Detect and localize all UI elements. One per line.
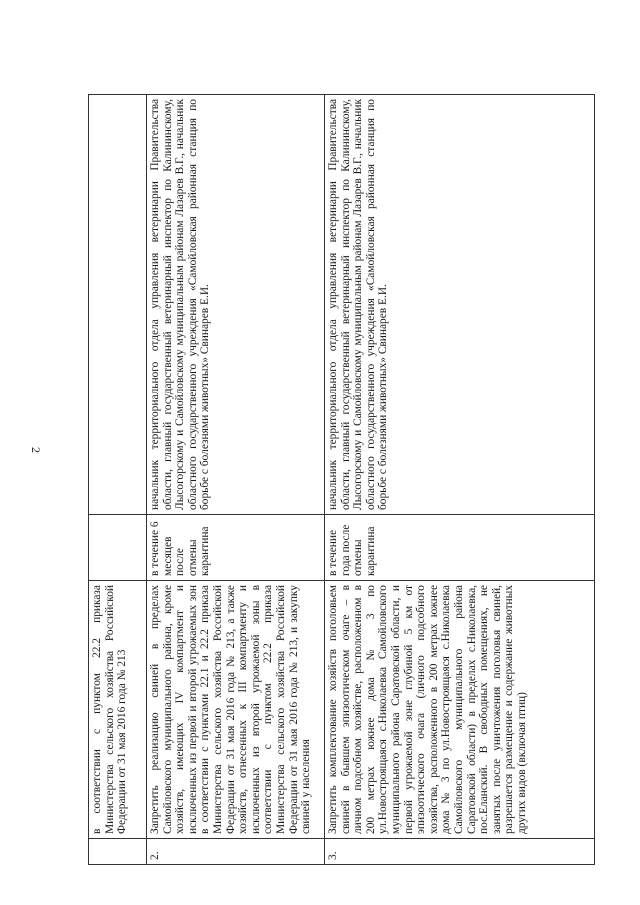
measure-cell: Запретить реализацию свиней в пределах Самойловского муниципального района, кроме хозяйств, имеющих IV компартмент и исключенных из первой и второй угрожаемых зон в соответствии с пунктами 22.1 и 22.2 приказа Министерства сельского хозяйства Российской Федерации от 31 мая 2016 года № 213, а также хозяйств, отнесенных к III компартменту и исключенных из второй угрожаемой зоны в соответствии с пунктом 22.2 приказа Министерства сельского хозяйства Российской Федерации от 31 мая 2016 года № 213, и закупку свиней у населения xyxy=(147,581,325,839)
rotated-table-container xyxy=(88,95,594,865)
row-number xyxy=(89,839,147,865)
responsible-cell: начальник территориального отдела управления ветеринарии Правительства области, главный государственный ветеринарный инспектор по Калининскому, Лысогорскому и Самойловскому муниципальным районам Лазарев В.Г., начальник областного государственного учреждения «Самойловская районная станция по борьбе с болезнями животных» Свинарев Е.И. xyxy=(147,95,325,515)
term-cell: в течение 6 месяцев после отмены карантина xyxy=(147,515,325,581)
row-number: 2. xyxy=(147,839,325,865)
measure-cell: в соответствии с пунктом 22.2 приказа Министерства сельского хозяйства Российской Федерации от 31 мая 2016 года № 213 xyxy=(89,581,147,839)
measure-cell: Запретить комплектование хозяйств поголовьем свиней в бывшем эпизоотическом очаге – в личном подсобном хозяйстве, расположенном в 200 метрах южнее дома № 3 по ул.Новостроящаяся с.Николаевка Самойловского муниципального района Саратовской области, и первой угрожаемой зоне глубиной 5 км от эпизоотического очага (личного подсобного хозяйства, расположенного в 200 метрах южнее дома № 3 по ул.Новостроящаяся с.Николаевка Самойловского муниципального района Саратовской области) в пределах с.Николаевка, пос.Еланский. В свободных помещениях, не занятых после уничтожения поголовья свиней, разрешается размещение и содержание животных других видов (включая птиц) xyxy=(325,581,595,839)
row-number: 3. xyxy=(325,839,595,865)
term-cell xyxy=(89,515,147,581)
term-cell: в течение года после отмены карантина xyxy=(325,515,595,581)
table-row xyxy=(147,95,325,865)
page-number: 2 xyxy=(29,447,43,453)
responsible-cell: начальник территориального отдела управления ветеринарии Правительства области, главный государственный ветеринарный инспектор по Калининскому, Лысогорскому и Самойловскому муниципальным районам Лазарев В.Г., начальник областного государственного учреждения «Самойловская районная станция по борьбе с болезнями животных» Свинарев Е.И. xyxy=(325,95,595,515)
responsible-cell xyxy=(89,95,147,515)
table-row xyxy=(89,95,147,865)
table-row xyxy=(325,95,595,865)
measures-table xyxy=(88,94,595,865)
